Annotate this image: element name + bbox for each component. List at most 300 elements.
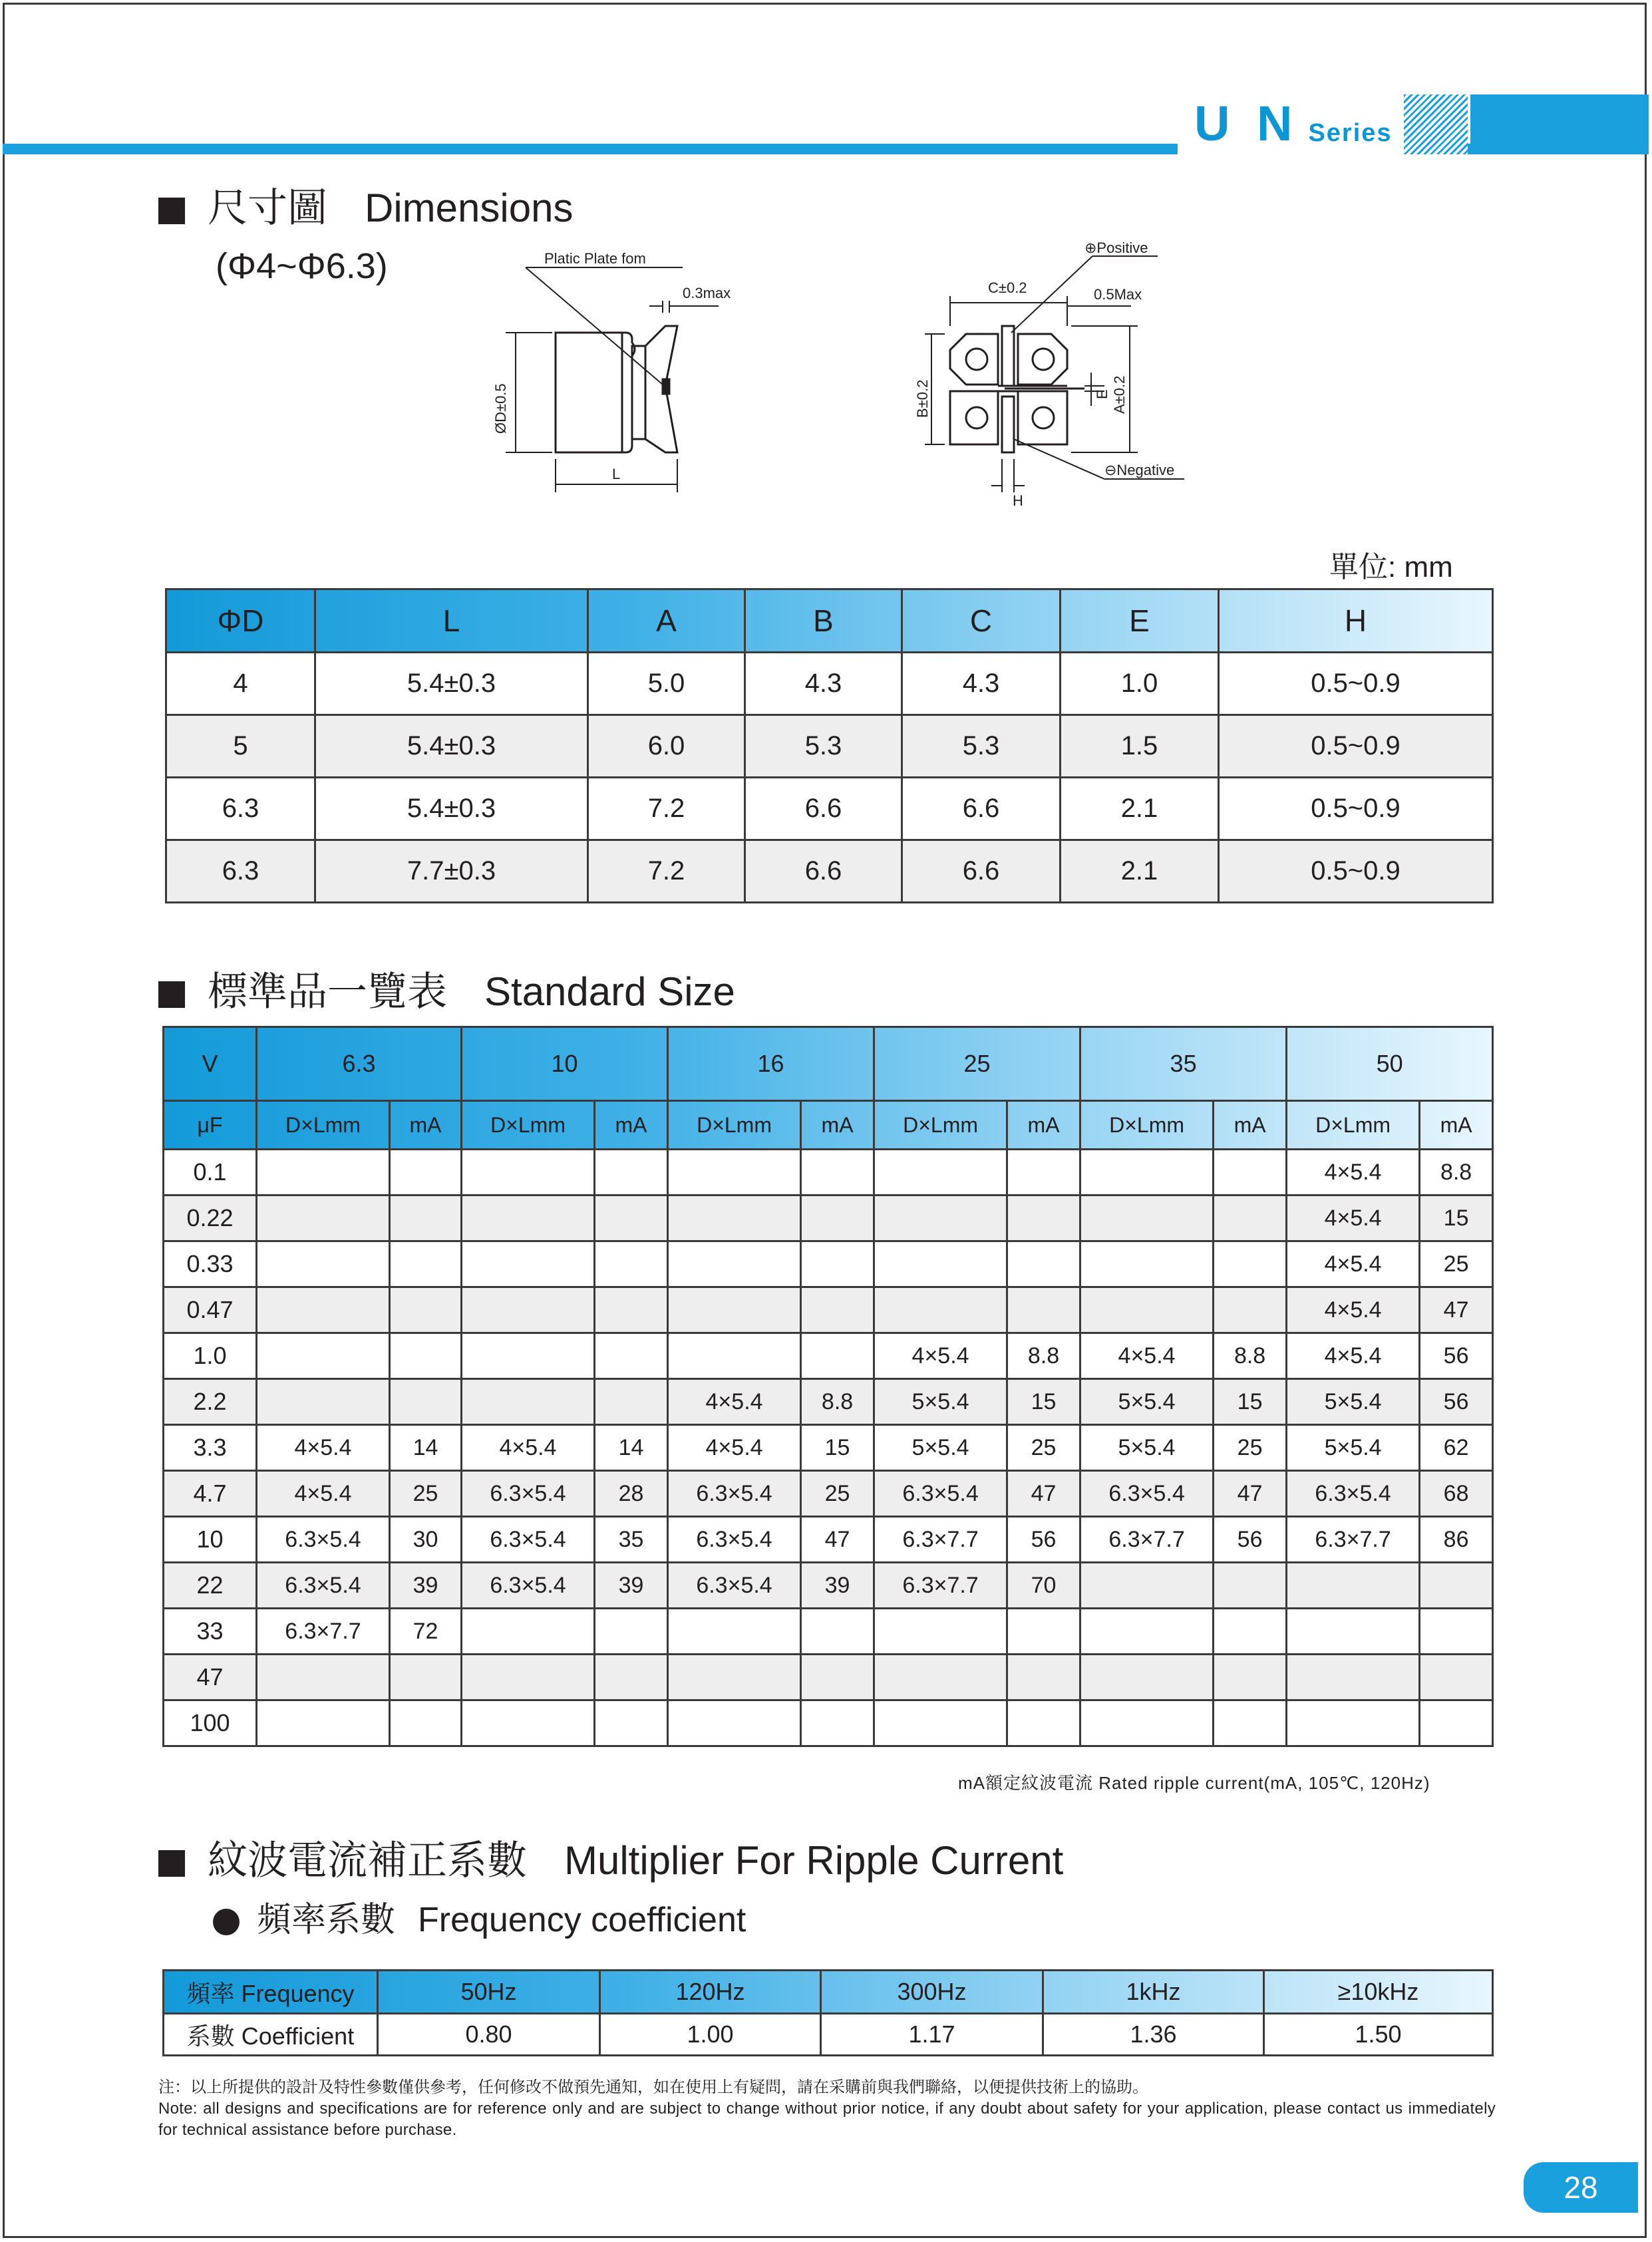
size-cell: 6.3×5.4 bbox=[462, 1517, 595, 1563]
pad-top-right bbox=[1018, 334, 1067, 385]
ripple-cell bbox=[390, 1700, 462, 1746]
ripple-cell bbox=[1007, 1287, 1080, 1333]
capacitance-cell: 3.3 bbox=[164, 1425, 257, 1471]
size-cell bbox=[462, 1655, 595, 1700]
col-header: C bbox=[902, 589, 1061, 653]
size-subheader: D×Lmm bbox=[1080, 1101, 1214, 1150]
ripple-cell bbox=[1214, 1196, 1287, 1241]
size-cell: 5×5.4 bbox=[874, 1425, 1007, 1471]
size-cell bbox=[257, 1655, 390, 1700]
frequency-label: 頻率 Frequency bbox=[164, 1971, 378, 2014]
table-cell: 5.3 bbox=[745, 715, 902, 778]
dimensions-header-row bbox=[166, 589, 1493, 653]
frequency-value: ≥10kHz bbox=[1264, 1971, 1493, 2014]
frequency-table bbox=[162, 1969, 1494, 2056]
ripple-cell bbox=[1420, 1655, 1493, 1700]
capacitance-cell: 47 bbox=[164, 1655, 257, 1700]
size-cell: 4×5.4 bbox=[668, 1425, 801, 1471]
size-cell: 4×5.4 bbox=[257, 1471, 390, 1517]
dimensions-table bbox=[165, 588, 1494, 903]
label-e: E bbox=[1094, 389, 1110, 399]
label-l: L bbox=[612, 466, 621, 482]
coefficient-value: 0.80 bbox=[378, 2014, 600, 2056]
voltage-header-row bbox=[164, 1027, 1493, 1101]
label-plate: Platic Plate fom bbox=[544, 250, 646, 267]
size-cell bbox=[462, 1196, 595, 1241]
voltage-header: 35 bbox=[1080, 1027, 1287, 1101]
table-row bbox=[164, 1563, 1493, 1609]
note-block bbox=[158, 2077, 1496, 2141]
table-cell: 5.4±0.3 bbox=[315, 778, 588, 840]
ripple-cell bbox=[595, 1150, 668, 1196]
ripple-cell: 14 bbox=[595, 1425, 668, 1471]
ripple-cell bbox=[1420, 1609, 1493, 1655]
ripple-cell bbox=[595, 1609, 668, 1655]
label-a: A±0.2 bbox=[1111, 375, 1128, 414]
ripple-cell bbox=[801, 1241, 874, 1287]
table-cell: 1.5 bbox=[1061, 715, 1219, 778]
ripple-cell bbox=[1007, 1655, 1080, 1700]
ripple-cell: 68 bbox=[1420, 1471, 1493, 1517]
ripple-cell: 47 bbox=[801, 1517, 874, 1563]
size-cell bbox=[1080, 1241, 1214, 1287]
positive-lead bbox=[1002, 326, 1014, 386]
size-cell: 6.3×7.7 bbox=[257, 1609, 390, 1655]
label-negative: ⊖Negative bbox=[1104, 462, 1175, 478]
table-cell: 6.3 bbox=[166, 840, 315, 903]
col-header: A bbox=[588, 589, 745, 653]
bullet-square-icon bbox=[158, 981, 185, 1008]
size-cell: 6.3×7.7 bbox=[874, 1563, 1007, 1609]
ripple-cell: 56 bbox=[1214, 1517, 1287, 1563]
table-cell: 2.1 bbox=[1061, 840, 1219, 903]
ripple-cell: 25 bbox=[801, 1471, 874, 1517]
table-cell: 4.3 bbox=[745, 653, 902, 715]
ripple-cell bbox=[390, 1379, 462, 1425]
size-cell bbox=[257, 1196, 390, 1241]
size-cell: 6.3×5.4 bbox=[1287, 1471, 1420, 1517]
header-blue-block bbox=[1470, 94, 1649, 154]
ripple-cell: 15 bbox=[1214, 1379, 1287, 1425]
table-row bbox=[164, 1379, 1493, 1425]
table-cell: 6.0 bbox=[588, 715, 745, 778]
table-cell: 5.4±0.3 bbox=[315, 715, 588, 778]
table-cell: 6.6 bbox=[902, 778, 1061, 840]
frequency-value: 120Hz bbox=[600, 1971, 821, 2014]
table-cell: 7.7±0.3 bbox=[315, 840, 588, 903]
ripple-cell: 8.8 bbox=[1420, 1150, 1493, 1196]
ripple-cell bbox=[1214, 1563, 1287, 1609]
unit-label: 單位: mm bbox=[1329, 551, 1453, 583]
table-cell: 5 bbox=[166, 715, 315, 778]
ripple-cell bbox=[1214, 1287, 1287, 1333]
table-row bbox=[164, 1425, 1493, 1471]
size-cell bbox=[668, 1150, 801, 1196]
ripple-cell: 39 bbox=[595, 1563, 668, 1609]
ripple-cell: 56 bbox=[1420, 1379, 1493, 1425]
ripple-cell bbox=[390, 1150, 462, 1196]
coefficient-value: 1.17 bbox=[821, 2014, 1043, 2056]
size-cell bbox=[1080, 1196, 1214, 1241]
label-h: H bbox=[1013, 492, 1023, 509]
col-header: B bbox=[745, 589, 902, 653]
coefficient-label: 系數 Coefficient bbox=[164, 2014, 378, 2056]
capacitance-cell: 0.1 bbox=[164, 1150, 257, 1196]
ripple-cell: 30 bbox=[390, 1517, 462, 1563]
ripple-cell bbox=[595, 1287, 668, 1333]
frequency-subheading: 頻率系數 Frequency coefficient bbox=[213, 1899, 746, 1941]
capacitance-cell: 0.33 bbox=[164, 1241, 257, 1287]
bullet-square-icon bbox=[158, 1850, 185, 1877]
ripple-cell bbox=[390, 1287, 462, 1333]
voltage-header: 50 bbox=[1287, 1027, 1493, 1101]
size-subheader: D×Lmm bbox=[462, 1101, 595, 1150]
bullet-dot-icon bbox=[213, 1909, 240, 1935]
standard-size-table bbox=[162, 1026, 1494, 1747]
size-cell bbox=[1287, 1609, 1420, 1655]
size-cell bbox=[462, 1287, 595, 1333]
size-cell bbox=[874, 1241, 1007, 1287]
table-row bbox=[164, 1150, 1493, 1196]
ma-subheader: mA bbox=[1420, 1101, 1493, 1150]
ripple-cell bbox=[1214, 1700, 1287, 1746]
ripple-cell bbox=[801, 1655, 874, 1700]
size-cell bbox=[874, 1287, 1007, 1333]
ripple-cell bbox=[1420, 1563, 1493, 1609]
table-cell: 4.3 bbox=[902, 653, 1061, 715]
capacitance-cell: 4.7 bbox=[164, 1471, 257, 1517]
frequency-value: 300Hz bbox=[821, 1971, 1043, 2014]
size-cell bbox=[1287, 1563, 1420, 1609]
size-cell: 5×5.4 bbox=[1287, 1425, 1420, 1471]
size-cell bbox=[462, 1333, 595, 1379]
ripple-cell bbox=[801, 1196, 874, 1241]
table-cell: 5.0 bbox=[588, 653, 745, 715]
size-cell: 6.3×5.4 bbox=[668, 1471, 801, 1517]
size-cell: 4×5.4 bbox=[257, 1425, 390, 1471]
table-cell: 6.6 bbox=[745, 778, 902, 840]
capacitance-cell: 1.0 bbox=[164, 1333, 257, 1379]
size-subheader: D×Lmm bbox=[874, 1101, 1007, 1150]
frequency-row bbox=[164, 1971, 1493, 2014]
series-sub: Series bbox=[1308, 119, 1393, 147]
ripple-cell: 25 bbox=[1007, 1425, 1080, 1471]
size-cell bbox=[668, 1333, 801, 1379]
ripple-cell: 86 bbox=[1420, 1517, 1493, 1563]
ripple-cell bbox=[1214, 1609, 1287, 1655]
size-cell bbox=[462, 1379, 595, 1425]
ripple-cell: 15 bbox=[801, 1425, 874, 1471]
size-cell bbox=[257, 1379, 390, 1425]
ripple-cell bbox=[1007, 1196, 1080, 1241]
size-cell: 4×5.4 bbox=[1287, 1333, 1420, 1379]
size-cell bbox=[462, 1700, 595, 1746]
ma-subheader: mA bbox=[1214, 1101, 1287, 1150]
size-cell: 4×5.4 bbox=[462, 1425, 595, 1471]
coefficient-value: 1.50 bbox=[1264, 2014, 1493, 2056]
ripple-cell: 8.8 bbox=[1007, 1333, 1080, 1379]
table-cell: 7.2 bbox=[588, 840, 745, 903]
ripple-cell: 35 bbox=[595, 1517, 668, 1563]
subheader-row bbox=[164, 1101, 1493, 1150]
size-cell: 6.3×5.4 bbox=[257, 1517, 390, 1563]
table-row bbox=[164, 1333, 1493, 1379]
table-cell: 5.4±0.3 bbox=[315, 653, 588, 715]
table-row bbox=[164, 1517, 1493, 1563]
capacitance-cell: 0.47 bbox=[164, 1287, 257, 1333]
ripple-cell bbox=[390, 1333, 462, 1379]
size-cell bbox=[668, 1241, 801, 1287]
ripple-cell bbox=[801, 1287, 874, 1333]
ripple-cell bbox=[390, 1655, 462, 1700]
capacitance-cell: 33 bbox=[164, 1609, 257, 1655]
ripple-cell bbox=[1214, 1241, 1287, 1287]
size-cell: 6.3×5.4 bbox=[668, 1517, 801, 1563]
ripple-cell bbox=[801, 1150, 874, 1196]
size-cell: 6.3×5.4 bbox=[462, 1563, 595, 1609]
size-cell: 4×5.4 bbox=[874, 1333, 1007, 1379]
size-cell: 6.3×5.4 bbox=[1080, 1471, 1214, 1517]
table-cell: 5.3 bbox=[902, 715, 1061, 778]
uf-label: μF bbox=[164, 1101, 257, 1150]
ripple-cell bbox=[1007, 1241, 1080, 1287]
size-cell bbox=[1080, 1287, 1214, 1333]
ripple-cell: 15 bbox=[1420, 1196, 1493, 1241]
table-cell: 0.5~0.9 bbox=[1219, 778, 1493, 840]
coefficient-value: 1.00 bbox=[600, 2014, 821, 2056]
size-cell bbox=[668, 1700, 801, 1746]
size-cell: 4×5.4 bbox=[1287, 1287, 1420, 1333]
size-cell: 5×5.4 bbox=[1080, 1379, 1214, 1425]
header-hatch-pattern bbox=[1404, 94, 1468, 154]
table-cell: 0.5~0.9 bbox=[1219, 715, 1493, 778]
table-row bbox=[164, 1609, 1493, 1655]
capacitance-cell: 2.2 bbox=[164, 1379, 257, 1425]
ripple-cell: 39 bbox=[390, 1563, 462, 1609]
frequency-value: 1kHz bbox=[1043, 1971, 1264, 2014]
size-cell bbox=[874, 1150, 1007, 1196]
size-cell: 5×5.4 bbox=[1287, 1379, 1420, 1425]
table-row bbox=[164, 1241, 1493, 1287]
size-cell bbox=[257, 1241, 390, 1287]
ripple-cell: 47 bbox=[1214, 1471, 1287, 1517]
size-cell: 4×5.4 bbox=[1287, 1150, 1420, 1196]
ma-subheader: mA bbox=[1007, 1101, 1080, 1150]
ripple-cell: 62 bbox=[1420, 1425, 1493, 1471]
ripple-cell: 25 bbox=[1420, 1241, 1493, 1287]
size-cell bbox=[1080, 1563, 1214, 1609]
size-cell bbox=[1080, 1150, 1214, 1196]
ripple-cell: 25 bbox=[390, 1471, 462, 1517]
size-subheader: D×Lmm bbox=[1287, 1101, 1420, 1150]
ripple-cell: 8.8 bbox=[801, 1379, 874, 1425]
capacitance-cell: 100 bbox=[164, 1700, 257, 1746]
capacitance-cell: 10 bbox=[164, 1517, 257, 1563]
size-cell: 6.3×5.4 bbox=[257, 1563, 390, 1609]
ripple-cell bbox=[390, 1241, 462, 1287]
ripple-cell: 47 bbox=[1420, 1287, 1493, 1333]
size-cell bbox=[874, 1196, 1007, 1241]
col-header: ΦD bbox=[166, 589, 315, 653]
size-cell: 4×5.4 bbox=[668, 1379, 801, 1425]
size-cell: 6.3×5.4 bbox=[668, 1563, 801, 1609]
size-cell: 4×5.4 bbox=[1287, 1241, 1420, 1287]
label-positive: ⊕Positive bbox=[1084, 240, 1148, 256]
ripple-cell bbox=[1007, 1150, 1080, 1196]
size-cell bbox=[462, 1609, 595, 1655]
dimensions-range: (Φ4~Φ6.3) bbox=[216, 246, 388, 286]
table-row bbox=[166, 715, 1493, 778]
ripple-cell bbox=[595, 1379, 668, 1425]
size-cell bbox=[874, 1700, 1007, 1746]
table-cell: 6.6 bbox=[745, 840, 902, 903]
size-subheader: D×Lmm bbox=[668, 1101, 801, 1150]
table-row bbox=[166, 840, 1493, 903]
ripple-cell bbox=[1007, 1609, 1080, 1655]
size-cell bbox=[1080, 1609, 1214, 1655]
pad-bottom-left bbox=[950, 391, 998, 444]
size-cell bbox=[257, 1150, 390, 1196]
table-cell: 6.3 bbox=[166, 778, 315, 840]
ripple-cell: 25 bbox=[1214, 1425, 1287, 1471]
size-cell: 6.3×5.4 bbox=[874, 1471, 1007, 1517]
table-row bbox=[166, 778, 1493, 840]
multiplier-heading: 紋波電流補正系數 Multiplier For Ripple Current bbox=[158, 1838, 1063, 1884]
size-cell bbox=[257, 1287, 390, 1333]
label-od: ØD±0.5 bbox=[492, 383, 509, 434]
ripple-cell bbox=[1420, 1700, 1493, 1746]
size-cell: 5×5.4 bbox=[874, 1379, 1007, 1425]
ripple-cell bbox=[595, 1333, 668, 1379]
size-cell bbox=[257, 1700, 390, 1746]
coefficient-row bbox=[164, 2014, 1493, 2056]
ripple-cell bbox=[390, 1196, 462, 1241]
pad-top-left bbox=[950, 334, 998, 385]
voltage-header: 6.3 bbox=[257, 1027, 462, 1101]
ripple-cell bbox=[595, 1241, 668, 1287]
voltage-header: 10 bbox=[462, 1027, 668, 1101]
label-c: C±0.2 bbox=[988, 279, 1027, 296]
size-cell: 5×5.4 bbox=[1080, 1425, 1214, 1471]
label-05max: 0.5Max bbox=[1094, 286, 1142, 303]
coefficient-value: 1.36 bbox=[1043, 2014, 1264, 2056]
capacitance-cell: 22 bbox=[164, 1563, 257, 1609]
ripple-cell bbox=[801, 1700, 874, 1746]
size-cell bbox=[257, 1333, 390, 1379]
table-row bbox=[166, 653, 1493, 715]
negative-lead bbox=[1002, 397, 1014, 452]
size-cell bbox=[668, 1609, 801, 1655]
dimensions-heading: 尺寸圖 Dimensions bbox=[158, 185, 573, 232]
size-cell: 6.3×7.7 bbox=[1287, 1517, 1420, 1563]
size-cell: 6.3×7.7 bbox=[1080, 1517, 1214, 1563]
ripple-cell bbox=[595, 1655, 668, 1700]
ripple-cell: 14 bbox=[390, 1425, 462, 1471]
frequency-value: 50Hz bbox=[378, 1971, 600, 2014]
ripple-cell bbox=[801, 1333, 874, 1379]
table-row bbox=[164, 1655, 1493, 1700]
size-cell bbox=[1287, 1700, 1420, 1746]
size-cell bbox=[1080, 1655, 1214, 1700]
size-cell: 6.3×7.7 bbox=[874, 1517, 1007, 1563]
series-title bbox=[1194, 94, 1393, 151]
dimension-diagram bbox=[466, 240, 1211, 519]
lead-terminal bbox=[645, 326, 677, 452]
size-cell bbox=[1287, 1655, 1420, 1700]
ripple-cell: 70 bbox=[1007, 1563, 1080, 1609]
size-cell: 4×5.4 bbox=[1287, 1196, 1420, 1241]
note-cn: 注：以上所提供的設計及特性參數僅供參考，任何修改不做預先通知，如在使用上有疑問，請在采購前與我們聯絡，以便提供技術上的協助。 bbox=[158, 2078, 1148, 2096]
ripple-cell: 15 bbox=[1007, 1379, 1080, 1425]
table-row bbox=[164, 1287, 1493, 1333]
voltage-header: 16 bbox=[668, 1027, 874, 1101]
col-header: E bbox=[1061, 589, 1219, 653]
ripple-cell: 8.8 bbox=[1214, 1333, 1287, 1379]
ripple-footnote: mA額定紋波電流 Rated ripple current(mA, 105℃, 120Hz) bbox=[958, 1773, 1430, 1793]
col-header: H bbox=[1219, 589, 1493, 653]
size-cell bbox=[1080, 1700, 1214, 1746]
size-cell bbox=[668, 1196, 801, 1241]
ripple-cell: 28 bbox=[595, 1471, 668, 1517]
series-main: U N bbox=[1194, 96, 1299, 151]
size-cell bbox=[668, 1655, 801, 1700]
ripple-cell bbox=[1007, 1700, 1080, 1746]
ripple-cell bbox=[1214, 1150, 1287, 1196]
table-row bbox=[164, 1471, 1493, 1517]
table-cell: 6.6 bbox=[902, 840, 1061, 903]
size-cell: 6.3×5.4 bbox=[462, 1471, 595, 1517]
table-cell: 7.2 bbox=[588, 778, 745, 840]
bullet-square-icon bbox=[158, 198, 185, 224]
size-subheader: D×Lmm bbox=[257, 1101, 390, 1150]
standard-heading: 標準品一覽表 Standard Size bbox=[158, 969, 735, 1015]
ma-subheader: mA bbox=[801, 1101, 874, 1150]
capacitance-cell: 0.22 bbox=[164, 1196, 257, 1241]
ma-subheader: mA bbox=[595, 1101, 668, 1150]
size-cell: 4×5.4 bbox=[1080, 1333, 1214, 1379]
table-cell: 0.5~0.9 bbox=[1219, 653, 1493, 715]
label-b: B±0.2 bbox=[914, 379, 931, 418]
ripple-cell: 72 bbox=[390, 1609, 462, 1655]
size-cell bbox=[462, 1241, 595, 1287]
pad-bottom-right bbox=[1018, 391, 1067, 444]
table-cell: 0.5~0.9 bbox=[1219, 840, 1493, 903]
size-cell bbox=[668, 1287, 801, 1333]
ripple-cell: 47 bbox=[1007, 1471, 1080, 1517]
ripple-cell: 56 bbox=[1420, 1333, 1493, 1379]
col-header: L bbox=[315, 589, 588, 653]
ripple-cell bbox=[801, 1609, 874, 1655]
page-number: 28 bbox=[1524, 2162, 1638, 2213]
v-label: V bbox=[164, 1027, 257, 1101]
ripple-cell bbox=[1214, 1655, 1287, 1700]
table-row bbox=[164, 1196, 1493, 1241]
size-cell bbox=[874, 1655, 1007, 1700]
table-cell: 4 bbox=[166, 653, 315, 715]
label-03max: 0.3max bbox=[683, 285, 731, 301]
ripple-cell: 39 bbox=[801, 1563, 874, 1609]
table-cell: 1.0 bbox=[1061, 653, 1219, 715]
size-cell bbox=[874, 1609, 1007, 1655]
note-en: Note: all designs and specifications are for reference only and are subject to change without prior notice, if any doubt about safety for your application, please contact us immediately for technical assistance before purchase. bbox=[158, 2100, 1496, 2139]
voltage-header: 25 bbox=[874, 1027, 1080, 1101]
table-row bbox=[164, 1700, 1493, 1746]
table-cell: 2.1 bbox=[1061, 778, 1219, 840]
ripple-cell bbox=[595, 1196, 668, 1241]
ripple-cell: 56 bbox=[1007, 1517, 1080, 1563]
ripple-cell bbox=[595, 1700, 668, 1746]
ma-subheader: mA bbox=[390, 1101, 462, 1150]
